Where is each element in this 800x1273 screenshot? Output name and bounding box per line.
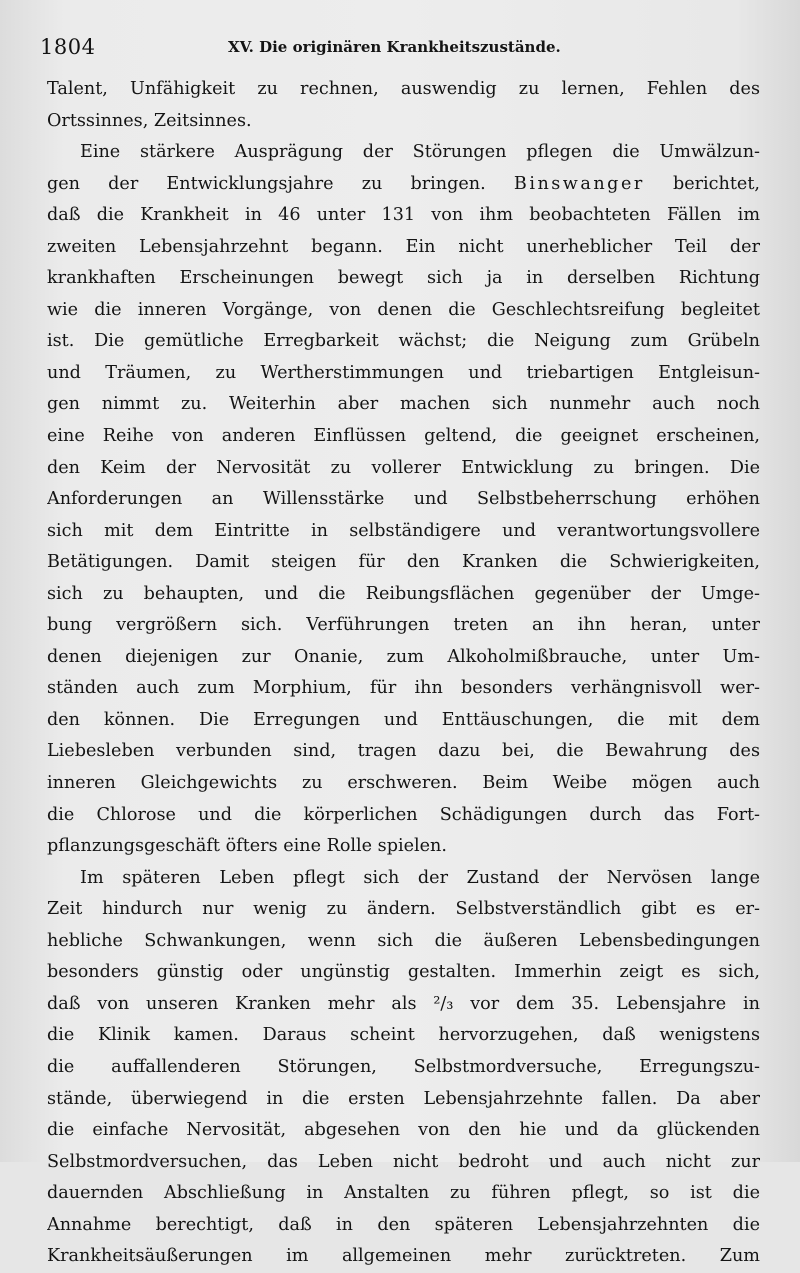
text-segment: und Träumen, zu Wertherstimmungen und triebartigen Entgleisun- bbox=[47, 362, 760, 383]
text-segment: daß die Krankheit in 46 unter 131 von ihm beobachteten Fällen im bbox=[47, 205, 760, 226]
text-segment: krankhaften Erscheinungen bewegt sich ja in derselben Richtung bbox=[47, 268, 760, 289]
text-line bbox=[47, 74, 760, 106]
text-line bbox=[47, 547, 760, 579]
text-segment: wie die inneren Vorgänge, von denen die Geschlechtsreifung begleitet bbox=[47, 299, 760, 320]
text-line bbox=[47, 1084, 760, 1116]
text-segment: Talent, Unfähigkeit zu rechnen, auswendig zu lernen, Fehlen des bbox=[47, 79, 760, 99]
text-segment: besonders günstig oder ungünstig gestalten. Immerhin zeigt es sich, bbox=[47, 962, 760, 983]
text-line bbox=[47, 736, 760, 768]
text-line bbox=[47, 358, 760, 390]
text-segment: die einfache Nervosität, abgesehen von den hie und da glückenden bbox=[47, 1120, 760, 1141]
running-head: XV. Die originären Krankheitszustände. bbox=[228, 38, 561, 56]
text-segment: Liebesleben verbunden sind, tragen dazu bei, die Bewahrung des bbox=[47, 741, 760, 762]
text-line bbox=[47, 863, 760, 895]
body-text bbox=[47, 74, 760, 1273]
text-line bbox=[47, 610, 760, 642]
text-line bbox=[47, 1020, 760, 1052]
text-line bbox=[47, 484, 760, 516]
text-segment: inneren Gleichgewichts zu erschweren. Beim Weibe mögen auch bbox=[47, 773, 760, 794]
text-line bbox=[47, 1178, 760, 1210]
text-line bbox=[47, 1052, 760, 1084]
text-line bbox=[47, 389, 760, 421]
text-segment: Betätigungen. Damit steigen für den Kranken die Schwierigkeiten, bbox=[47, 552, 760, 573]
text-line bbox=[47, 705, 760, 737]
page-number: 1804 bbox=[40, 35, 96, 59]
text-line bbox=[47, 263, 760, 295]
text-segment: ständen auch zum Morphium, für ihn besonders verhängnisvoll wer- bbox=[47, 678, 760, 699]
text-segment: bung vergrößern sich. Verführungen treten an ihn heran, unter bbox=[47, 615, 760, 636]
text-line bbox=[47, 642, 760, 674]
text-line bbox=[47, 831, 760, 863]
text-segment: dauernden Abschließung in Anstalten zu führen pflegt, so ist die bbox=[47, 1183, 760, 1204]
text-segment: Im späteren Leben pflegt sich der Zustand der Nervösen lange bbox=[80, 867, 760, 888]
text-line bbox=[47, 516, 760, 548]
text-segment: gen der Entwicklungsjahre zu bringen. bbox=[47, 173, 514, 194]
text-line bbox=[47, 295, 760, 327]
text-segment: Selbstmordversuchen, das Leben nicht bedroht und auch nicht zur bbox=[47, 1151, 760, 1172]
text-segment: denen diejenigen zur Onanie, zum Alkoholmißbrauche, unter Um- bbox=[47, 646, 760, 667]
text-line bbox=[47, 232, 760, 264]
text-line bbox=[47, 1115, 760, 1147]
text-line bbox=[47, 800, 760, 832]
text-segment: sich zu behaupten, und die Reibungsflächen gegenüber der Umge- bbox=[47, 583, 760, 604]
text-segment: berichtet, bbox=[644, 173, 760, 194]
text-segment: stände, überwiegend in die ersten Lebensjahrzehnte fallen. Da aber bbox=[47, 1088, 760, 1109]
text-segment: den Keim der Nervosität zu vollerer Entwicklung zu bringen. Die bbox=[47, 457, 760, 478]
text-line bbox=[47, 169, 760, 201]
text-line bbox=[47, 1147, 760, 1179]
text-line bbox=[47, 957, 760, 989]
text-line bbox=[47, 894, 760, 926]
text-segment: den können. Die Erregungen und Enttäuschungen, die mit dem bbox=[47, 709, 760, 730]
text-line bbox=[47, 673, 760, 705]
text-segment: Annahme berechtigt, daß in den späteren Lebensjahrzehnten die bbox=[47, 1214, 760, 1235]
text-line bbox=[47, 926, 760, 958]
text-segment: zweiten Lebensjahrzehnt begann. Ein nicht unerheblicher Teil der bbox=[47, 236, 760, 257]
text-segment: die Klinik kamen. Daraus scheint hervorzugehen, daß wenigstens bbox=[47, 1025, 760, 1046]
text-line bbox=[47, 1241, 760, 1273]
text-segment: Ortssinnes, Zeitsinnes. bbox=[47, 110, 252, 131]
text-segment: hebliche Schwankungen, wenn sich die äußeren Lebensbedingungen bbox=[47, 930, 760, 951]
text-line bbox=[47, 200, 760, 232]
text-segment: ist. Die gemütliche Erregbarkeit wächst; die Neigung zum Grübeln bbox=[47, 331, 760, 352]
text-line bbox=[47, 768, 760, 800]
text-segment: Krankheitsäußerungen im allgemeinen mehr zurücktreten. Zum bbox=[47, 1246, 760, 1267]
text-line bbox=[47, 989, 760, 1021]
text-line bbox=[47, 137, 760, 169]
text-segment: gen nimmt zu. Weiterhin aber machen sich nunmehr auch noch bbox=[47, 394, 760, 415]
text-line bbox=[47, 1210, 760, 1242]
text-line bbox=[47, 579, 760, 611]
text-segment: Zeit hindurch nur wenig zu ändern. Selbstverständlich gibt es er- bbox=[47, 899, 760, 920]
text-segment: Anforderungen an Willensstärke und Selbstbeherrschung erhöhen bbox=[47, 489, 760, 510]
text-segment: sich mit dem Eintritte in selbständigere und verantwortungsvollere bbox=[47, 520, 760, 541]
text-line bbox=[47, 421, 760, 453]
text-line bbox=[47, 326, 760, 358]
text-line bbox=[47, 453, 760, 485]
text-segment: die auffallenderen Störungen, Selbstmordversuche, Erregungszu- bbox=[47, 1056, 760, 1077]
text-segment: pflanzungsgeschäft öfters eine Rolle spielen. bbox=[47, 836, 447, 857]
text-line bbox=[47, 106, 760, 138]
text-segment: eine Reihe von anderen Einflüssen geltend, die geeignet erscheinen, bbox=[47, 426, 760, 447]
text-segment: die Chlorose und die körperlichen Schädigungen durch das Fort- bbox=[47, 804, 760, 825]
text-segment: Eine stärkere Ausprägung der Störungen pflegen die Umwälzun- bbox=[80, 142, 760, 163]
text-segment: daß von unseren Kranken mehr als ²/₃ vor dem 35. Lebensjahre in bbox=[47, 993, 760, 1014]
page-header bbox=[40, 30, 760, 64]
emphasized-name: Binswanger bbox=[513, 173, 645, 194]
